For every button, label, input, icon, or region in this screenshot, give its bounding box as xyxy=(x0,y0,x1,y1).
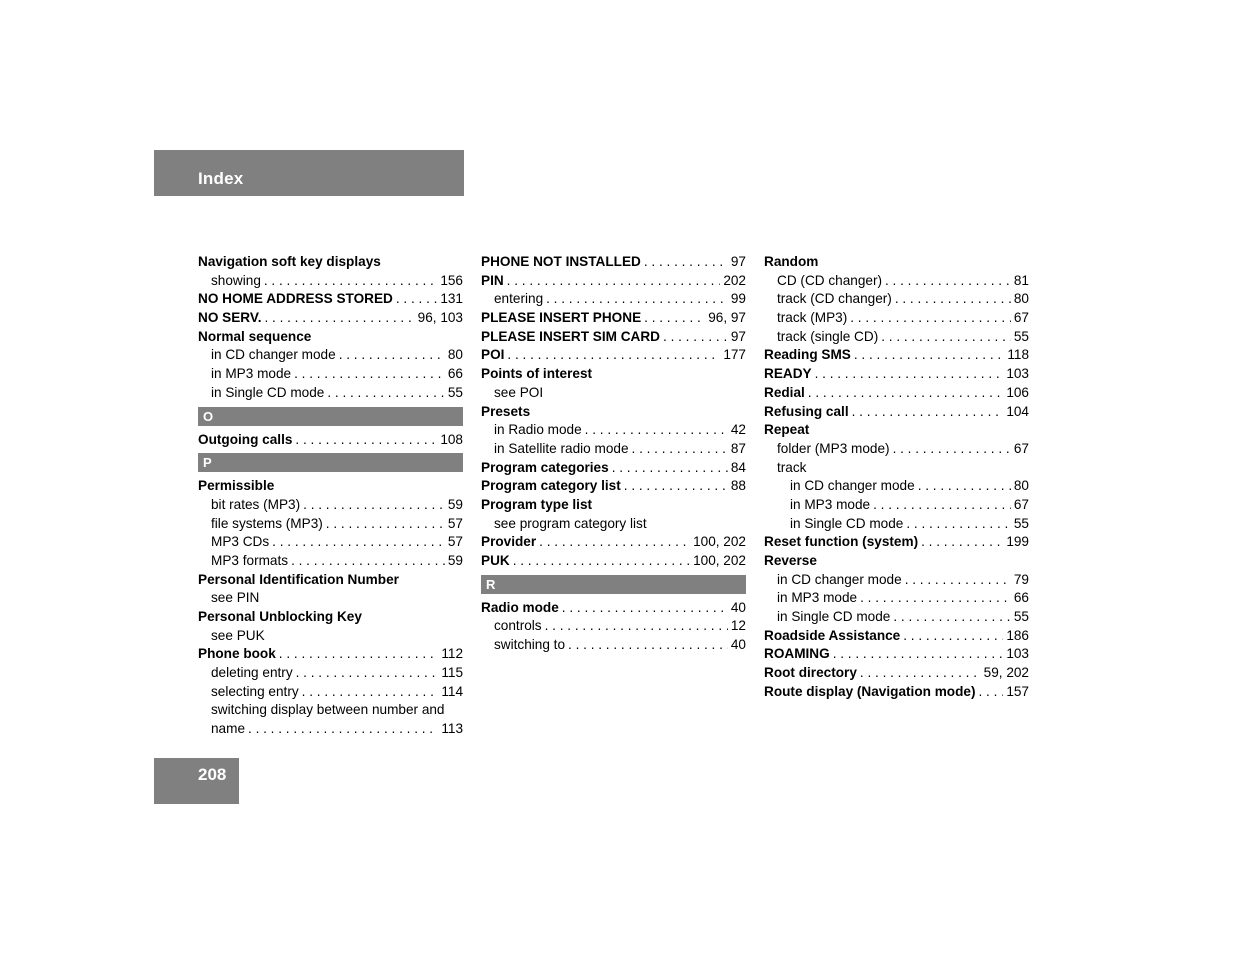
index-page-ref: 80 xyxy=(1013,478,1029,494)
index-page-ref: 59, 202 xyxy=(983,665,1029,681)
dot-leader xyxy=(918,477,1011,496)
dot-leader xyxy=(895,290,1011,309)
dot-leader xyxy=(326,515,445,534)
dot-leader xyxy=(507,346,720,365)
index-term: see program category list xyxy=(494,515,647,531)
dot-leader xyxy=(264,309,414,328)
index-term: ROAMING xyxy=(764,646,830,662)
index-page-ref: 57 xyxy=(447,534,463,550)
index-page-ref: 100, 202 xyxy=(693,553,746,568)
dot-leader xyxy=(893,608,1011,627)
index-term: PIN xyxy=(481,272,504,288)
index-term: switching display between number and xyxy=(211,702,445,718)
index-entry xyxy=(198,701,463,720)
index-entry xyxy=(481,290,746,309)
dot-leader xyxy=(339,346,445,365)
dot-leader xyxy=(302,683,439,702)
dot-leader xyxy=(264,272,437,291)
index-page-ref: 96, 103 xyxy=(417,310,463,326)
index-entry xyxy=(198,309,463,328)
index-term: Personal Unblocking Key xyxy=(198,609,362,624)
index-entry xyxy=(198,365,463,384)
index-page-ref: 66 xyxy=(447,366,463,382)
index-entry xyxy=(764,533,1029,552)
index-page-ref: 177 xyxy=(723,347,746,363)
index-entry xyxy=(481,636,746,655)
index-entry xyxy=(764,683,1029,702)
dot-leader xyxy=(296,664,439,683)
index-entry xyxy=(481,421,746,440)
index-term: file systems (MP3) xyxy=(211,515,323,531)
dot-leader xyxy=(396,290,437,309)
index-entry xyxy=(481,403,746,422)
index-page-ref: 113 xyxy=(441,721,463,737)
dot-leader xyxy=(893,440,1011,459)
index-term: track (MP3) xyxy=(777,310,848,326)
index-term: in MP3 mode xyxy=(777,590,858,606)
index-page-ref: 80 xyxy=(447,347,463,363)
index-entry xyxy=(764,459,1029,478)
index-entry xyxy=(764,627,1029,646)
index-page-ref: 59 xyxy=(447,496,463,512)
index-entry xyxy=(481,617,746,636)
index-term: MP3 CDs xyxy=(211,534,270,550)
index-term: Repeat xyxy=(764,422,810,438)
index-term: in MP3 mode xyxy=(790,496,871,512)
index-term: see PIN xyxy=(211,590,260,606)
dot-leader xyxy=(850,309,1011,328)
dot-leader xyxy=(885,272,1011,291)
dot-leader xyxy=(921,533,1003,552)
dot-leader xyxy=(539,533,690,552)
index-entry xyxy=(764,253,1029,272)
dot-leader xyxy=(248,720,438,739)
index-entry xyxy=(764,608,1029,627)
section-title: Index xyxy=(198,169,244,188)
index-term: Random xyxy=(764,254,819,269)
index-entry xyxy=(764,365,1029,384)
dot-leader xyxy=(808,384,1004,403)
index-page-ref: 114 xyxy=(441,683,463,699)
index-page-ref: 104 xyxy=(1006,403,1029,419)
index-term: Program type list xyxy=(481,496,593,512)
index-term: READY xyxy=(764,366,812,382)
index-entry xyxy=(198,384,463,403)
index-entry xyxy=(198,515,463,534)
index-term: name xyxy=(211,721,246,737)
index-term: Program category list xyxy=(481,478,621,494)
dot-leader xyxy=(294,365,445,384)
index-entry xyxy=(198,720,463,739)
dot-leader xyxy=(545,617,728,636)
page-number-box xyxy=(154,758,239,804)
index-term: Refusing call xyxy=(764,403,849,419)
index-entry xyxy=(198,589,463,608)
index-page-ref: 40 xyxy=(730,637,746,653)
index-entry xyxy=(764,571,1029,590)
index-page-ref: 99 xyxy=(730,291,746,307)
index-page-ref: 81 xyxy=(1013,272,1029,288)
index-term: Provider xyxy=(481,534,537,550)
dot-leader xyxy=(815,365,1004,384)
index-term: Reading SMS xyxy=(764,347,851,363)
index-page-ref: 202 xyxy=(723,272,746,288)
index-page-ref: 67 xyxy=(1013,496,1029,512)
index-entry xyxy=(481,477,746,496)
index-page-ref: 42 xyxy=(730,422,746,438)
dot-leader xyxy=(303,496,445,515)
index-term: Redial xyxy=(764,384,805,400)
index-term: Program categories xyxy=(481,459,609,475)
dot-leader xyxy=(624,477,728,496)
dot-leader xyxy=(873,496,1011,515)
index-page-ref: 186 xyxy=(1006,627,1029,643)
dot-leader xyxy=(546,290,728,309)
index-page-ref: 103 xyxy=(1006,366,1029,382)
index-entry xyxy=(198,346,463,365)
dot-leader xyxy=(860,664,981,683)
index-entry xyxy=(764,403,1029,422)
index-entry xyxy=(481,599,746,618)
index-term: Permissible xyxy=(198,478,275,494)
index-entry xyxy=(764,421,1029,440)
index-term: in CD changer mode xyxy=(790,478,915,494)
index-term: Root directory xyxy=(764,665,857,681)
index-entry xyxy=(481,384,746,403)
index-entry xyxy=(764,477,1029,496)
dot-leader xyxy=(860,589,1011,608)
index-term: NO HOME ADDRESS STORED xyxy=(198,291,393,307)
index-entry xyxy=(764,272,1029,291)
dot-leader xyxy=(663,328,728,347)
index-term: Outgoing calls xyxy=(198,431,293,447)
index-entry xyxy=(481,496,746,515)
index-term: Phone book xyxy=(198,646,276,662)
index-term: see PUK xyxy=(211,627,265,643)
index-term: bit rates (MP3) xyxy=(211,496,301,512)
index-entry xyxy=(198,571,463,590)
index-term: showing xyxy=(211,272,261,288)
index-term: in Single CD mode xyxy=(790,515,904,531)
index-column-1 xyxy=(198,253,463,739)
index-term: switching to xyxy=(494,637,566,653)
index-page-ref: 12 xyxy=(730,618,746,634)
index-term: PHONE NOT INSTALLED xyxy=(481,254,641,269)
index-term: controls xyxy=(494,618,542,634)
index-page-ref: 80 xyxy=(1013,291,1029,307)
index-term: Route display (Navigation mode) xyxy=(764,683,976,699)
index-term: in CD changer mode xyxy=(211,347,336,363)
index-page-ref: 55 xyxy=(1013,328,1029,344)
index-entry xyxy=(198,683,463,702)
dot-leader xyxy=(881,328,1011,347)
index-entry xyxy=(764,309,1029,328)
index-entry xyxy=(481,459,746,478)
index-entry xyxy=(764,290,1029,309)
dot-leader xyxy=(906,515,1011,534)
index-term: deleting entry xyxy=(211,665,293,681)
dot-leader xyxy=(507,272,721,291)
dot-leader xyxy=(644,253,728,272)
dot-leader xyxy=(562,599,728,618)
dot-leader xyxy=(612,459,728,478)
index-page-ref: 59 xyxy=(447,552,463,568)
index-term: in Radio mode xyxy=(494,422,582,438)
index-entry xyxy=(198,552,463,571)
index-entry xyxy=(481,440,746,459)
page-number: 208 xyxy=(198,765,227,784)
index-entry xyxy=(764,664,1029,683)
index-term: Normal sequence xyxy=(198,328,312,344)
index-column-2 xyxy=(481,253,746,655)
index-entry xyxy=(198,272,463,291)
index-term: Reset function (system) xyxy=(764,534,919,550)
index-entry xyxy=(764,496,1029,515)
index-page-ref: 156 xyxy=(440,272,463,288)
index-term: POI xyxy=(481,347,505,363)
index-term: Radio mode xyxy=(481,599,559,615)
index-entry xyxy=(764,552,1029,571)
index-term: Navigation soft key displays xyxy=(198,254,381,269)
index-term: in Single CD mode xyxy=(777,609,891,625)
index-term: selecting entry xyxy=(211,683,299,699)
index-entry xyxy=(198,477,463,496)
index-term: in CD changer mode xyxy=(777,571,902,587)
index-term: Personal Identification Number xyxy=(198,571,399,587)
section-header-bar xyxy=(154,150,464,196)
index-page-ref: 79 xyxy=(1013,571,1029,587)
index-entry xyxy=(764,384,1029,403)
index-term: PLEASE INSERT PHONE xyxy=(481,310,642,326)
index-term: entering xyxy=(494,291,544,307)
index-entry xyxy=(764,346,1029,365)
index-entry xyxy=(764,589,1029,608)
index-term: PLEASE INSERT SIM CARD xyxy=(481,328,661,344)
index-term: PUK xyxy=(481,553,510,568)
index-term: Points of interest xyxy=(481,366,593,382)
index-letter-heading: P xyxy=(198,453,463,472)
dot-leader xyxy=(513,552,690,571)
index-page-ref: 97 xyxy=(730,254,746,269)
index-term: folder (MP3 mode) xyxy=(777,440,890,456)
index-entry xyxy=(481,253,746,272)
dot-leader xyxy=(295,431,437,450)
index-page-ref: 66 xyxy=(1013,590,1029,606)
index-page-ref: 115 xyxy=(441,665,463,681)
index-term: track (single CD) xyxy=(777,328,879,344)
index-page-ref: 106 xyxy=(1006,384,1029,400)
dot-leader xyxy=(632,440,728,459)
index-page-ref: 103 xyxy=(1006,646,1029,662)
index-term: CD (CD changer) xyxy=(777,272,882,288)
index-entry xyxy=(198,253,463,272)
index-entry xyxy=(198,431,463,450)
index-page-ref: 157 xyxy=(1006,683,1029,699)
index-entry xyxy=(481,272,746,291)
dot-leader xyxy=(833,645,1004,664)
index-term: Presets xyxy=(481,403,531,419)
index-entry xyxy=(198,496,463,515)
index-term: see POI xyxy=(494,384,544,400)
index-page-ref: 131 xyxy=(440,291,463,307)
index-entry xyxy=(481,515,746,534)
index-entry xyxy=(481,552,746,571)
index-term: in MP3 mode xyxy=(211,366,292,382)
dot-leader xyxy=(903,627,1003,646)
index-page-ref: 55 xyxy=(1013,609,1029,625)
index-letter-heading: R xyxy=(481,575,746,594)
index-page-ref: 55 xyxy=(447,384,463,400)
index-entry xyxy=(764,328,1029,347)
index-entry xyxy=(764,645,1029,664)
dot-leader xyxy=(852,403,1004,422)
index-letter-heading: O xyxy=(198,407,463,426)
index-page-ref: 40 xyxy=(730,599,746,615)
index-entry xyxy=(481,365,746,384)
dot-leader xyxy=(327,384,445,403)
index-page-ref: 84 xyxy=(730,459,746,475)
index-page-ref: 199 xyxy=(1006,534,1029,550)
index-entry xyxy=(764,440,1029,459)
index-entry xyxy=(198,533,463,552)
dot-leader xyxy=(854,346,1004,365)
dot-leader xyxy=(905,571,1011,590)
index-entry xyxy=(198,290,463,309)
index-term: in Satellite radio mode xyxy=(494,440,629,456)
dot-leader xyxy=(644,309,705,328)
dot-leader xyxy=(568,636,728,655)
index-term: track xyxy=(777,459,807,475)
index-page-ref: 112 xyxy=(441,646,463,662)
dot-leader xyxy=(272,533,445,552)
dot-leader xyxy=(978,683,1003,702)
index-page-ref: 100, 202 xyxy=(693,534,746,550)
index-column-3 xyxy=(764,253,1029,702)
index-entry xyxy=(481,346,746,365)
index-entry xyxy=(198,608,463,627)
index-page-ref: 97 xyxy=(730,328,746,344)
index-term: NO SERV. xyxy=(198,310,262,326)
dot-leader xyxy=(291,552,445,571)
index-page-ref: 118 xyxy=(1007,347,1029,363)
index-entry xyxy=(481,328,746,347)
index-entry xyxy=(198,328,463,347)
index-term: track (CD changer) xyxy=(777,291,892,307)
index-page-ref: 67 xyxy=(1013,440,1029,456)
index-page-ref: 55 xyxy=(1013,515,1029,531)
dot-leader xyxy=(279,645,439,664)
index-term: in Single CD mode xyxy=(211,384,325,400)
index-term: Reverse xyxy=(764,553,817,568)
index-page-ref: 96, 97 xyxy=(708,310,746,326)
index-page-ref: 88 xyxy=(730,478,746,494)
index-entry xyxy=(481,533,746,552)
index-page-ref: 87 xyxy=(730,440,746,456)
index-page-ref: 108 xyxy=(440,431,463,447)
index-page-ref: 67 xyxy=(1013,310,1029,326)
index-term: Roadside Assistance xyxy=(764,627,901,643)
index-entry xyxy=(198,664,463,683)
dot-leader xyxy=(585,421,728,440)
index-page-ref: 57 xyxy=(447,515,463,531)
index-term: MP3 formats xyxy=(211,552,289,568)
index-entry xyxy=(764,515,1029,534)
index-entry xyxy=(481,309,746,328)
index-entry xyxy=(198,627,463,646)
index-entry xyxy=(198,645,463,664)
